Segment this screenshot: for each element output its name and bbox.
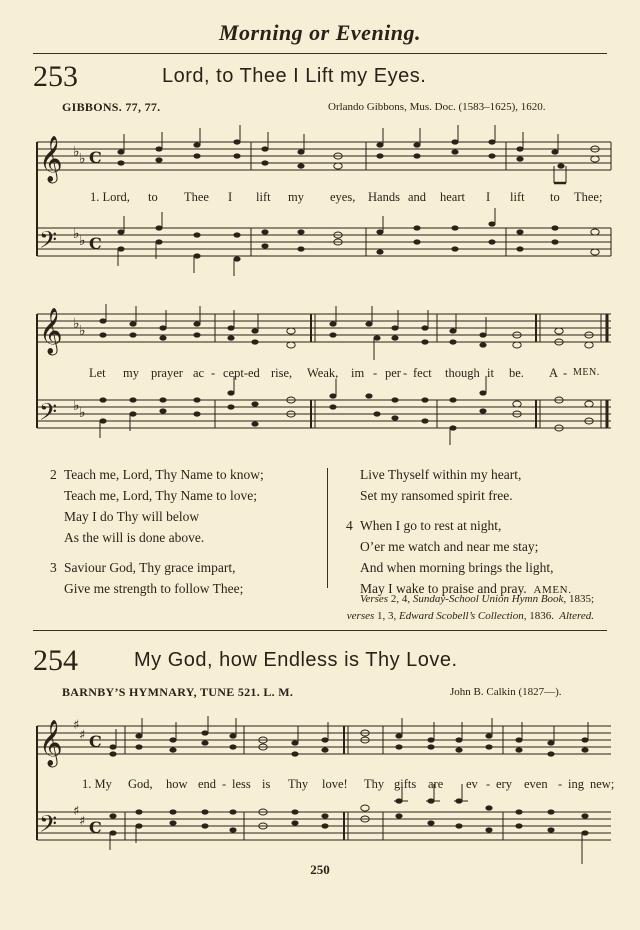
lyric-syllable: eyes, — [330, 190, 356, 204]
lyric-syllable: fect — [413, 366, 432, 380]
svg-text:♭: ♭ — [73, 398, 80, 414]
lyric-syllable: 1. My — [82, 777, 112, 791]
svg-text:𝄢: 𝄢 — [39, 810, 58, 843]
lyric-syllable: my — [123, 366, 139, 380]
lyric-syllable: less — [232, 777, 251, 791]
hymn-253-title: Lord, to Thee I Lift my Eyes. — [162, 65, 427, 87]
lyric-syllable: heart — [440, 190, 465, 204]
lyric-syllable: ac — [193, 366, 205, 380]
bass-clef-icon: 𝄢 — [39, 226, 58, 259]
source-book: Sunday-School Union Hymn Book, — [412, 593, 567, 605]
hymn-254-tune: BARNBY’S HYMNARY, TUNE 521. L. M. — [62, 685, 294, 699]
source-year: 1836. — [529, 610, 554, 622]
verse-number: 3 — [50, 560, 57, 575]
lyric-syllable: - — [373, 366, 378, 380]
lyric-syllable: it — [487, 366, 494, 380]
source-verses: 1, 3, — [377, 610, 397, 622]
lyric-syllable: my — [288, 190, 304, 204]
running-head: Morning or Evening. — [218, 20, 422, 45]
svg-text:C: C — [89, 234, 102, 253]
lyric-syllable: Thy — [364, 777, 385, 791]
lyric-syllable: A — [549, 366, 559, 380]
hymn-253-composer: Orlando Gibbons, Mus. Doc. (1583–1625), 1620. — [328, 101, 546, 113]
verse-number: 4 — [346, 518, 353, 533]
lyric-syllable: im — [351, 366, 365, 380]
lyric-syllable: love! — [322, 777, 348, 791]
lyric-syllable: God, — [128, 777, 153, 791]
lyric-syllable: ev — [466, 777, 478, 791]
lyric-syllable: ery — [496, 777, 512, 791]
verse-line: Teach me, Lord, Thy Name to know; — [64, 467, 264, 482]
hymn-253-number: 253 — [33, 60, 78, 93]
hymn-254-title: My God, how Endless is Thy Love. — [134, 649, 458, 671]
verse-line: May I wake to praise and pray. — [360, 581, 527, 596]
verse-line: Set my ransomed spirit free. — [360, 488, 513, 503]
lyric-syllable: are — [428, 777, 444, 791]
svg-text:𝄞: 𝄞 — [39, 308, 63, 354]
source-book: Edward Scobell’s Collection, — [399, 610, 527, 622]
lyric-syllable: rise, — [271, 366, 293, 380]
lyric-syllable: - — [486, 777, 491, 791]
svg-text:♭: ♭ — [79, 323, 86, 339]
hymn-254-music-system-1 — [33, 712, 615, 872]
lyric-syllable: Thee; — [574, 190, 603, 204]
hymn-253-verses-left — [50, 464, 320, 599]
verse-column-divider — [327, 468, 328, 588]
lyric-syllable: though — [445, 366, 480, 380]
svg-text:♭: ♭ — [73, 316, 80, 332]
source-prefix: verses — [346, 610, 375, 622]
lyric-syllable: and — [408, 190, 427, 204]
lyric-syllable: - — [403, 366, 408, 380]
svg-text:♭: ♭ — [79, 151, 86, 167]
svg-text:𝄞: 𝄞 — [39, 720, 63, 766]
hymn-253-sources — [250, 591, 594, 625]
verse-line: Saviour God, Thy grace impart, — [64, 560, 236, 575]
svg-text:𝄢: 𝄢 — [39, 398, 58, 431]
verse-line: Live Thyself within my heart, — [360, 467, 522, 482]
lyric-syllable: prayer — [151, 366, 183, 380]
treble-clef-icon: 𝄞 — [39, 136, 63, 182]
lyric-syllable: - — [211, 366, 216, 380]
source-note: Altered. — [559, 610, 594, 622]
verse-line: Give me strength to follow Thee; — [64, 581, 244, 596]
svg-text:♭: ♭ — [79, 233, 86, 249]
hymn-divider-rule — [33, 630, 607, 631]
lyric-syllable: Thee — [184, 190, 209, 204]
svg-text:C: C — [89, 818, 102, 837]
sharp-sign-icon: ♯ — [73, 718, 80, 733]
lyric-syllable: be. — [509, 366, 524, 380]
hymn-253-tune: GIBBONS. 77, 77. — [62, 100, 161, 114]
lyric-syllable: new; — [590, 777, 615, 791]
lyric-syllable: Hands — [368, 190, 400, 204]
verse-3-continued — [346, 464, 616, 506]
lyric-syllable: - — [558, 777, 563, 791]
common-time-icon: C — [89, 148, 102, 167]
svg-text:♯: ♯ — [73, 804, 80, 819]
lyric-syllable: 1. Lord, — [90, 190, 130, 204]
lyric-syllable: lift — [256, 190, 271, 204]
lyric-syllable: Weak, — [307, 366, 339, 380]
svg-text:♭: ♭ — [73, 226, 80, 242]
verse-4 — [346, 515, 616, 601]
source-verses: 2, 4, — [390, 593, 411, 605]
verse-line: When I go to rest at night, — [360, 518, 502, 533]
lyric-syllable: - — [563, 366, 568, 380]
lyric-syllable: Thy — [288, 777, 309, 791]
lyric-syllable: I — [486, 190, 491, 204]
lyric-syllable: end — [198, 777, 217, 791]
lyric-syllable: MEN. — [573, 367, 600, 378]
flat-sign-icon: ♭ — [73, 144, 80, 160]
lyric-syllable: per — [385, 366, 401, 380]
source-prefix: Verses — [359, 593, 389, 605]
svg-text:♭: ♭ — [79, 405, 86, 421]
lyric-syllable: - — [222, 777, 227, 791]
verse-2 — [50, 464, 320, 548]
lyric-syllable: ing — [568, 777, 584, 791]
lyric-syllable: gifts — [394, 777, 417, 791]
svg-text:♯: ♯ — [79, 728, 86, 743]
verse-line: Teach me, Lord, Thy Name to love; — [64, 488, 257, 503]
amen-label: AMEN. — [533, 584, 572, 596]
source-year: 1835; — [568, 593, 594, 605]
lyric-syllable: cept-ed — [223, 366, 260, 380]
hymn-253-verses-right — [346, 464, 616, 601]
hymn-254-number: 254 — [33, 644, 78, 677]
verse-line: And when morning brings the light, — [360, 560, 554, 575]
verse-line: O’er me watch and near me stay; — [360, 539, 539, 554]
lyric-syllable: is — [262, 777, 271, 791]
svg-text:♯: ♯ — [79, 814, 86, 829]
svg-text:C: C — [89, 732, 102, 751]
verse-line: As the will is done above. — [64, 530, 205, 545]
verse-number: 2 — [50, 467, 57, 482]
header-rule — [33, 53, 607, 54]
lyric-syllable: even — [524, 777, 548, 791]
page-number: 250 — [310, 862, 330, 877]
lyric-syllable: to — [550, 190, 560, 204]
hymn-254-composer: John B. Calkin (1827—). — [450, 686, 562, 698]
verse-line: May I do Thy will below — [64, 509, 200, 524]
lyric-syllable: to — [148, 190, 158, 204]
lyric-syllable: lift — [510, 190, 525, 204]
lyric-syllable: how — [166, 777, 188, 791]
lyric-syllable: Let — [89, 366, 106, 380]
lyric-syllable: I — [228, 190, 233, 204]
